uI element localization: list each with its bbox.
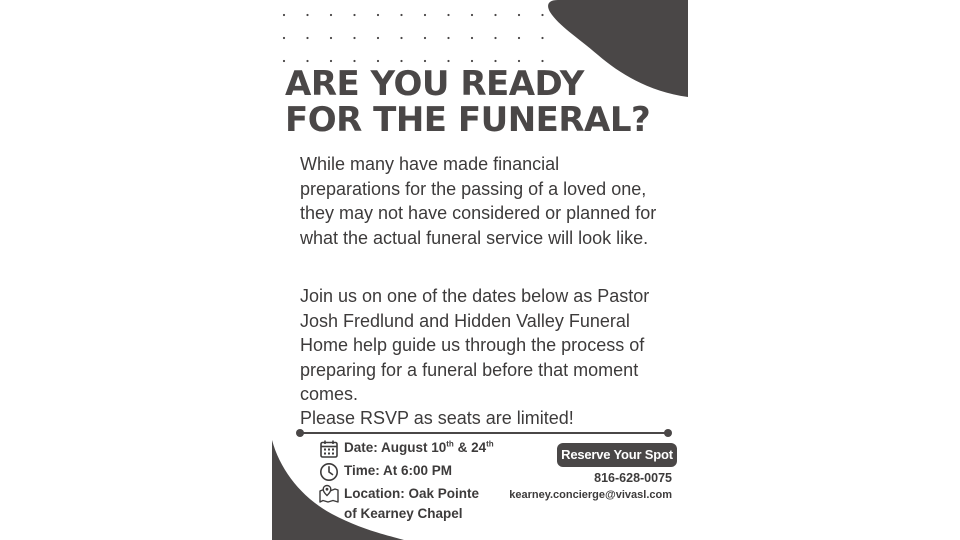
phone-number[interactable]: 816-628-0075	[594, 471, 672, 485]
grid-dot	[283, 37, 285, 39]
grid-dot	[424, 60, 426, 62]
date-text: Date: August 10	[344, 440, 447, 455]
event-location: Location: Oak Pointe of Kearney Chapel	[344, 486, 480, 521]
event-date	[344, 438, 494, 458]
grid-dot	[424, 37, 426, 39]
divider-line	[300, 432, 668, 434]
grid-dot	[330, 37, 332, 39]
grid-dot	[494, 60, 496, 62]
event-flyer	[272, 0, 688, 540]
grid-dot	[541, 37, 543, 39]
grid-dot	[447, 37, 449, 39]
date-suffix-1: th	[446, 439, 454, 449]
email-address[interactable]: kearney.concierge@vivasl.com	[509, 489, 672, 501]
grid-dot	[494, 14, 496, 16]
grid-dot	[471, 37, 473, 39]
grid-dot	[494, 37, 496, 39]
map-pin-icon	[319, 484, 339, 504]
grid-dot	[377, 37, 379, 39]
calendar-icon	[319, 439, 339, 459]
grid-dot	[471, 60, 473, 62]
headline	[285, 66, 650, 138]
grid-dot	[400, 60, 402, 62]
date-text-2: & 24	[453, 440, 487, 455]
grid-dot	[541, 14, 543, 16]
invitation-paragraph: Join us on one of the dates below as Pastor Josh Fredlund and Hidden Valley Funeral Home help guide us through the process of preparing for a funeral before that moment comes.	[300, 286, 650, 404]
grid-dot	[447, 60, 449, 62]
grid-dot	[377, 14, 379, 16]
date-suffix-2: th	[486, 439, 494, 449]
divider-end-right	[664, 429, 672, 437]
grid-dot	[447, 14, 449, 16]
grid-dot	[541, 60, 543, 62]
grid-dot	[424, 14, 426, 16]
clock-icon	[319, 462, 339, 482]
grid-dot	[400, 14, 402, 16]
reserve-your-spot-button[interactable]: Reserve Your Spot	[557, 443, 677, 467]
grid-dot	[471, 14, 473, 16]
grid-dot	[353, 60, 355, 62]
grid-dot	[306, 37, 308, 39]
rsvp-note: Please RSVP as seats are limited!	[300, 408, 574, 428]
grid-dot	[306, 60, 308, 62]
grid-dot	[400, 37, 402, 39]
grid-dot	[330, 60, 332, 62]
grid-dot	[518, 14, 520, 16]
grid-dot	[283, 60, 285, 62]
grid-dot	[353, 14, 355, 16]
grid-dot	[518, 37, 520, 39]
event-time: Time: At 6:00 PM	[344, 463, 453, 478]
divider-end-left	[296, 429, 304, 437]
headline-line-2: FOR THE FUNERAL?	[285, 100, 651, 140]
headline-line-1: ARE YOU READY	[285, 64, 584, 104]
intro-paragraph: While many have made financial preparations for the passing of a loved one, they may not have considered or planned for what the actual funeral service will look like.	[300, 154, 657, 248]
grid-dot	[306, 14, 308, 16]
grid-dot	[353, 37, 355, 39]
grid-dot	[377, 60, 379, 62]
dot-grid	[283, 14, 544, 62]
grid-dot	[518, 60, 520, 62]
grid-dot	[330, 14, 332, 16]
grid-dot	[283, 14, 285, 16]
